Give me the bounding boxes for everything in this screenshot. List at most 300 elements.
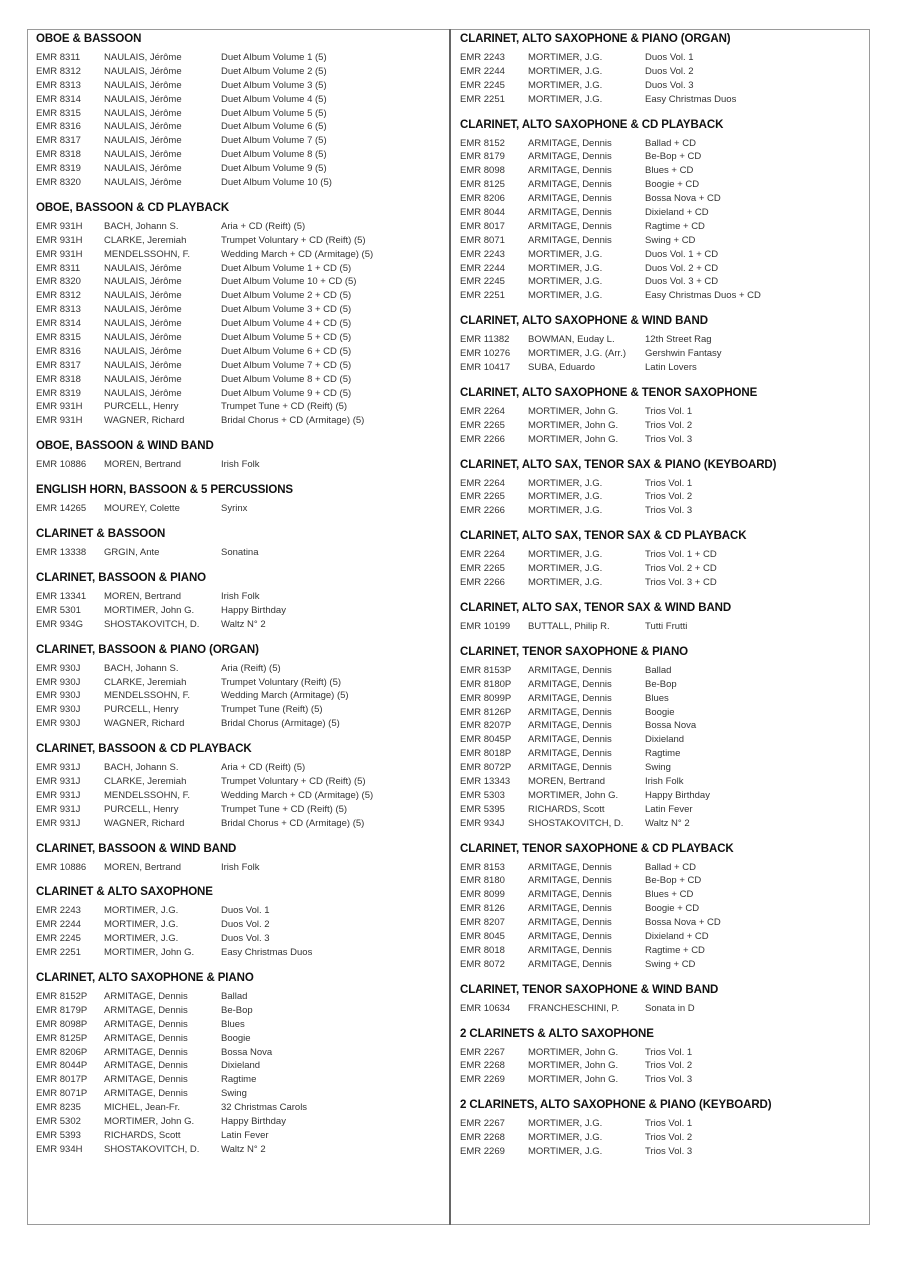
work-title: Boogie + CD [645,903,700,915]
composer: BACH, Johann S. [104,662,179,674]
composer: WAGNER, Richard [104,415,185,427]
catalog-number: EMR 2269 [460,1145,505,1157]
catalog-entry [36,1018,441,1032]
catalog-number: EMR 2243 [460,52,505,63]
catalog-number: EMR 8235 [36,1102,81,1114]
work-title: Trios Vol. 2 + CD [645,563,717,575]
section-heading: CLARINET, ALTO SAXOPHONE & CD PLAYBACK [460,118,724,131]
catalog-number: EMR 931H [36,415,83,427]
composer: NAULAIS, Jérôme [104,79,182,91]
catalog-entry [460,433,860,447]
catalog-entry [460,164,860,178]
catalog-entry [460,930,860,944]
work-title: Bossa Nova + CD [645,193,721,205]
work-title: Duos Vol. 2 [221,919,270,931]
catalog-number: EMR 2243 [460,248,505,260]
composer: MORTIMER, J.G. [104,933,179,945]
composer: NAULAIS, Jérôme [104,52,182,63]
catalog-entry [36,689,441,703]
catalog-entry [460,137,860,151]
composer: MORTIMER, J.G. [528,1132,603,1144]
work-title: Trios Vol. 1 [645,477,693,489]
composer: NAULAIS, Jérôme [104,177,182,189]
catalog-number: EMR 2268 [460,1132,505,1144]
work-title: Bossa Nova + CD [645,917,721,929]
composer: SHOSTAKOVITCH, D. [104,1143,200,1155]
catalog-entry [460,1059,860,1073]
catalog-number: EMR 934G [36,618,83,630]
work-title: Duet Album Volume 4 + CD (5) [221,318,352,330]
work-title: Trumpet Voluntary + CD (Reift) (5) [221,775,366,787]
catalog-entry [36,1129,441,1143]
catalog-entry [460,419,860,433]
composer: ARMITAGE, Dennis [528,165,612,177]
composer: MORTIMER, J.G. [528,52,603,63]
catalog-entry [36,1087,441,1101]
catalog-number: EMR 2267 [460,1118,505,1130]
work-title: Swing + CD [645,234,696,246]
section-heading: 2 CLARINETS, ALTO SAXOPHONE & PIANO (KEYBOARD) [460,1099,772,1112]
composer: ARMITAGE, Dennis [528,930,612,942]
catalog-entry [460,761,860,775]
catalog-number: EMR 10276 [460,348,511,360]
composer: RICHARDS, Scott [528,803,605,815]
composer: NAULAIS, Jérôme [104,345,182,357]
section-heading: CLARINET, ALTO SAXOPHONE & PIANO (ORGAN) [460,33,731,45]
catalog-number: EMR 5301 [36,604,81,616]
catalog-number: EMR 5303 [460,789,505,801]
work-title: Trios Vol. 1 + CD [645,549,717,561]
catalog-number: EMR 8071 [460,234,505,246]
work-title: Duet Album Volume 8 (5) [221,149,327,161]
work-title: Dixieland [645,734,685,746]
composer: MORTIMER, John G. [104,1115,195,1127]
composer: ARMITAGE, Dennis [104,1060,188,1072]
composer: PURCELL, Henry [104,803,179,815]
catalog-number: EMR 8152 [460,137,505,149]
catalog-entry [460,405,860,419]
work-title: Syrinx [221,503,248,515]
work-title: Duet Album Volume 10 (5) [221,177,332,189]
work-title: Ballad + CD [645,137,696,149]
work-title: Duos Vol. 3 [645,79,694,91]
catalog-entry [36,359,441,373]
composer: PURCELL, Henry [104,704,179,716]
catalog-entry [36,546,441,560]
catalog-number: EMR 5302 [36,1115,81,1127]
catalog-number: EMR 5395 [460,803,505,815]
catalog-column-left [36,33,441,1169]
catalog-number: EMR 8018P [460,748,512,760]
composer: MORTIMER, J.G. [528,477,603,489]
composer: SHOSTAKOVITCH, D. [528,817,624,829]
composer: ARMITAGE, Dennis [528,944,612,956]
composer: MORTIMER, J.G. [528,290,603,302]
catalog-number: EMR 8316 [36,121,81,133]
work-title: Ragtime + CD [645,220,705,232]
work-title: Happy Birthday [645,789,710,801]
work-title: Trios Vol. 3 + CD [645,577,717,589]
catalog-entry [36,234,441,248]
catalog-number: EMR 8153 [460,861,505,873]
work-title: Trios Vol. 3 [645,1074,693,1086]
catalog-section [36,440,441,472]
catalog-number: EMR 2268 [460,1060,505,1072]
catalog-entry [460,347,860,361]
catalog-entry [460,1002,860,1016]
work-title: Irish Folk [221,861,260,873]
composer: MORTIMER, J.G. [104,919,179,931]
composer: MORTIMER, J.G. [528,491,603,503]
catalog-entry [36,946,441,960]
catalog-entry [460,548,860,562]
section-heading: CLARINET, TENOR SAXOPHONE & WIND BAND [460,983,719,996]
work-title: Trios Vol. 1 [645,405,693,417]
catalog-number: EMR 931J [36,803,81,815]
work-title: Trumpet Tune + CD (Reift) (5) [221,803,348,815]
composer: ARMITAGE, Dennis [528,692,612,704]
work-title: Trumpet Tune + CD (Reift) (5) [221,401,348,413]
catalog-number: EMR 8045 [460,930,505,942]
catalog-number: EMR 8206P [36,1046,88,1058]
composer: ARMITAGE, Dennis [528,207,612,219]
catalog-number: EMR 931H [36,220,83,232]
composer: BOWMAN, Euday L. [528,334,615,346]
catalog-entry [460,1046,860,1060]
column-divider [449,29,451,1225]
work-title: Duet Album Volume 6 + CD (5) [221,345,352,357]
work-title: Latin Fever [645,803,693,815]
catalog-number: EMR 934H [36,1143,83,1155]
catalog-number: EMR 11382 [460,334,510,346]
catalog-number: EMR 8098 [460,165,505,177]
catalog-entry [460,944,860,958]
catalog-number: EMR 10886 [36,861,87,873]
catalog-number: EMR 2243 [36,905,81,917]
catalog-entry [36,400,441,414]
catalog-entry [36,93,441,107]
work-title: Duos Vol. 3 + CD [645,276,719,288]
catalog-section [460,646,860,831]
section-heading: CLARINET, ALTO SAXOPHONE & TENOR SAXOPHONE [460,386,758,399]
work-title: Swing [645,762,671,774]
catalog-number: EMR 2265 [460,419,505,431]
composer: NAULAIS, Jérôme [104,93,182,105]
work-title: Waltz N° 2 [221,1143,266,1155]
work-title: Sonatina [221,547,259,559]
catalog-entry [460,79,860,93]
catalog-entry [460,51,860,65]
work-title: Bridal Chorus + CD (Armitage) (5) [221,415,365,427]
catalog-number: EMR 8152P [36,990,88,1002]
composer: NAULAIS, Jérôme [104,276,182,288]
catalog-entry [36,502,441,516]
composer: MORTIMER, John G. [528,789,619,801]
composer: MORTIMER, J.G. [528,563,603,575]
section-heading: OBOE & BASSOON [36,33,142,45]
catalog-section [460,459,860,519]
composer: MORTIMER, J.G. [528,248,603,260]
catalog-entry [460,775,860,789]
catalog-number: EMR 10199 [460,620,511,632]
catalog-entry [36,107,441,121]
catalog-number: EMR 2264 [460,477,505,489]
work-title: Duet Album Volume 3 + CD (5) [221,304,352,316]
composer: RICHARDS, Scott [104,1129,181,1141]
work-title: Easy Christmas Duos [221,947,313,959]
composer: NAULAIS, Jérôme [104,304,182,316]
catalog-entry [36,303,441,317]
catalog-section [36,743,441,830]
catalog-number: EMR 14265 [36,503,87,515]
work-title: Trios Vol. 1 [645,1046,693,1058]
work-title: Ragtime [221,1074,257,1086]
composer: PURCELL, Henry [104,401,179,413]
work-title: Duet Album Volume 5 + CD (5) [221,332,352,344]
work-title: Duet Album Volume 7 + CD (5) [221,359,352,371]
catalog-entry [36,662,441,676]
catalog-entry [460,477,860,491]
catalog-number: EMR 2266 [460,505,505,517]
catalog-entry [460,65,860,79]
composer: MORTIMER, John G. [528,405,619,417]
catalog-section [460,984,860,1016]
catalog-number: EMR 8180 [460,875,505,887]
section-heading: CLARINET, ALTO SAX, TENOR SAX & CD PLAYBACK [460,530,747,543]
composer: BACH, Johann S. [104,762,179,774]
catalog-entry [36,904,441,918]
work-title: Easy Christmas Duos [645,93,737,105]
catalog-number: EMR 8044P [36,1060,88,1072]
catalog-entry [36,817,441,831]
catalog-number: EMR 8179 [460,151,505,163]
catalog-entry [36,1059,441,1073]
catalog-number: EMR 2265 [460,563,505,575]
catalog-number: EMR 930J [36,690,81,702]
composer: MORTIMER, John G. [528,433,619,445]
section-heading: CLARINET & BASSOON [36,528,166,541]
section-heading: CLARINET, ALTO SAX, TENOR SAX & PIANO (KEYBOARD) [460,458,777,471]
composer: MORTIMER, J.G. [528,1118,603,1130]
composer: ARMITAGE, Dennis [528,234,612,246]
composer: NAULAIS, Jérôme [104,149,182,161]
work-title: Tutti Frutti [645,620,688,632]
section-heading: CLARINET, BASSOON & PIANO [36,571,207,584]
catalog-entry [36,761,441,775]
work-title: Swing [221,1088,247,1100]
catalog-entry [36,65,441,79]
composer: ARMITAGE, Dennis [528,762,612,774]
catalog-entry [36,918,441,932]
catalog-entry [36,932,441,946]
work-title: Duet Album Volume 2 + CD (5) [221,290,352,302]
catalog-entry [460,248,860,262]
catalog-entry [36,1073,441,1087]
catalog-number: EMR 931J [36,775,81,787]
composer: MORTIMER, J.G. [528,276,603,288]
work-title: Happy Birthday [221,1115,286,1127]
composer: ARMITAGE, Dennis [528,220,612,232]
catalog-number: EMR 2245 [460,276,505,288]
catalog-entry [460,1145,860,1159]
catalog-number: EMR 8045P [460,734,512,746]
work-title: Trios Vol. 2 [645,1132,693,1144]
composer: ARMITAGE, Dennis [104,1074,188,1086]
composer: ARMITAGE, Dennis [528,917,612,929]
catalog-column-right [460,33,860,1171]
section-heading: CLARINET, TENOR SAXOPHONE & PIANO [460,645,688,658]
catalog-entry [460,1131,860,1145]
catalog-entry [36,618,441,632]
catalog-number: EMR 8125P [36,1032,88,1044]
catalog-entry [460,733,860,747]
catalog-section [36,202,441,428]
catalog-number: EMR 5393 [36,1129,81,1141]
section-heading: CLARINET, BASSOON & CD PLAYBACK [36,743,252,756]
work-title: Irish Folk [645,775,684,787]
composer: MORTIMER, John G. [104,947,195,959]
catalog-number: EMR 8316 [36,345,81,357]
catalog-entry [460,747,860,761]
work-title: Trumpet Tune (Reift) (5) [221,704,323,716]
composer: MORTIMER, J.G. [528,549,603,561]
work-title: Ballad + CD [645,861,696,873]
work-title: Be-Bop [645,678,677,690]
catalog-entry [36,289,441,303]
work-title: Trios Vol. 3 [645,505,693,517]
catalog-section [460,602,860,634]
catalog-number: EMR 8315 [36,107,81,119]
catalog-entry [36,387,441,401]
catalog-number: EMR 2267 [460,1046,505,1058]
catalog-entry [460,178,860,192]
work-title: Be-Bop + CD [645,151,702,163]
composer: ARMITAGE, Dennis [528,903,612,915]
work-title: Be-Bop [221,1004,253,1016]
catalog-section [36,484,441,516]
work-title: Trios Vol. 2 [645,491,693,503]
work-title: Happy Birthday [221,604,286,616]
catalog-number: EMR 8126 [460,903,505,915]
work-title: Waltz N° 2 [221,618,266,630]
catalog-section [460,843,860,972]
section-heading: OBOE, BASSOON & CD PLAYBACK [36,201,230,214]
work-title: Blues + CD [645,165,694,177]
catalog-number: EMR 931H [36,248,83,260]
composer: MORTIMER, J.G. (Arr.) [528,348,626,360]
catalog-entry [36,414,441,428]
catalog-entry [36,775,441,789]
catalog-entry [460,576,860,590]
catalog-entry [36,1004,441,1018]
catalog-number: EMR 8314 [36,93,81,105]
catalog-entry [36,220,441,234]
work-title: Blues [645,692,669,704]
catalog-number: EMR 930J [36,662,81,674]
work-title: Trios Vol. 2 [645,1060,693,1072]
catalog-number: EMR 8099P [460,692,512,704]
composer: ARMITAGE, Dennis [528,889,612,901]
catalog-entry [36,162,441,176]
composer: MORTIMER, J.G. [104,905,179,917]
work-title: Dixieland [221,1060,261,1072]
composer: NAULAIS, Jérôme [104,318,182,330]
catalog-entry [36,676,441,690]
catalog-number: EMR 8017P [36,1074,88,1086]
composer: GRGIN, Ante [104,547,160,559]
composer: ARMITAGE, Dennis [528,734,612,746]
catalog-number: EMR 2251 [36,947,81,959]
catalog-number: EMR 8318 [36,373,81,385]
catalog-number: EMR 8018 [460,944,505,956]
work-title: Blues [221,1018,245,1030]
composer: MOREN, Bertrand [104,459,182,471]
composer: ARMITAGE, Dennis [528,179,612,191]
work-title: Duos Vol. 1 [645,52,694,63]
catalog-entry [36,79,441,93]
composer: MORTIMER, John G. [528,1060,619,1072]
composer: MORTIMER, J.G. [528,1145,603,1157]
composer: MOREN, Bertrand [104,861,182,873]
catalog-number: EMR 8179P [36,1004,88,1016]
composer: CLARKE, Jeremiah [104,775,187,787]
catalog-entry [460,333,860,347]
catalog-entry [36,262,441,276]
section-heading: CLARINET, ALTO SAX, TENOR SAX & WIND BAND [460,601,732,614]
catalog-entry [460,1117,860,1131]
catalog-entry [460,692,860,706]
composer: NAULAIS, Jérôme [104,163,182,175]
catalog-section [460,387,860,447]
composer: MORTIMER, J.G. [528,79,603,91]
catalog-entry [36,148,441,162]
catalog-number: EMR 8317 [36,359,81,371]
composer: ARMITAGE, Dennis [104,1032,188,1044]
section-heading: CLARINET & ALTO SAXOPHONE [36,886,213,899]
catalog-entry [36,1032,441,1046]
catalog-number: EMR 13341 [36,590,87,602]
catalog-number: EMR 8099 [460,889,505,901]
catalog-entry [36,604,441,618]
catalog-number: EMR 8317 [36,135,81,147]
catalog-number: EMR 8207 [460,917,505,929]
catalog-entry [36,590,441,604]
catalog-entry [460,562,860,576]
work-title: Boogie [645,706,675,718]
work-title: Wedding March + CD (Armitage) (5) [221,789,374,801]
composer: NAULAIS, Jérôme [104,107,182,119]
work-title: Ballad [645,664,672,676]
work-title: Latin Fever [221,1129,269,1141]
work-title: Wedding March + CD (Armitage) (5) [221,248,374,260]
composer: MORTIMER, John G. [528,1046,619,1058]
catalog-number: EMR 8180P [460,678,512,690]
work-title: Bossa Nova [645,720,697,732]
catalog-number: EMR 8311 [36,262,81,274]
catalog-number: EMR 10886 [36,459,87,471]
work-title: Duet Album Volume 10 + CD (5) [221,276,357,288]
catalog-number: EMR 8311 [36,52,81,63]
composer: NAULAIS, Jérôme [104,387,182,399]
work-title: Trios Vol. 3 [645,1145,693,1157]
catalog-number: EMR 8153P [460,664,512,676]
composer: ARMITAGE, Dennis [528,151,612,163]
composer: ARMITAGE, Dennis [104,1004,188,1016]
work-title: Trios Vol. 1 [645,1118,693,1130]
work-title: Aria (Reift) (5) [221,662,281,674]
work-title: Duet Album Volume 6 (5) [221,121,327,133]
catalog-number: EMR 931H [36,234,83,246]
